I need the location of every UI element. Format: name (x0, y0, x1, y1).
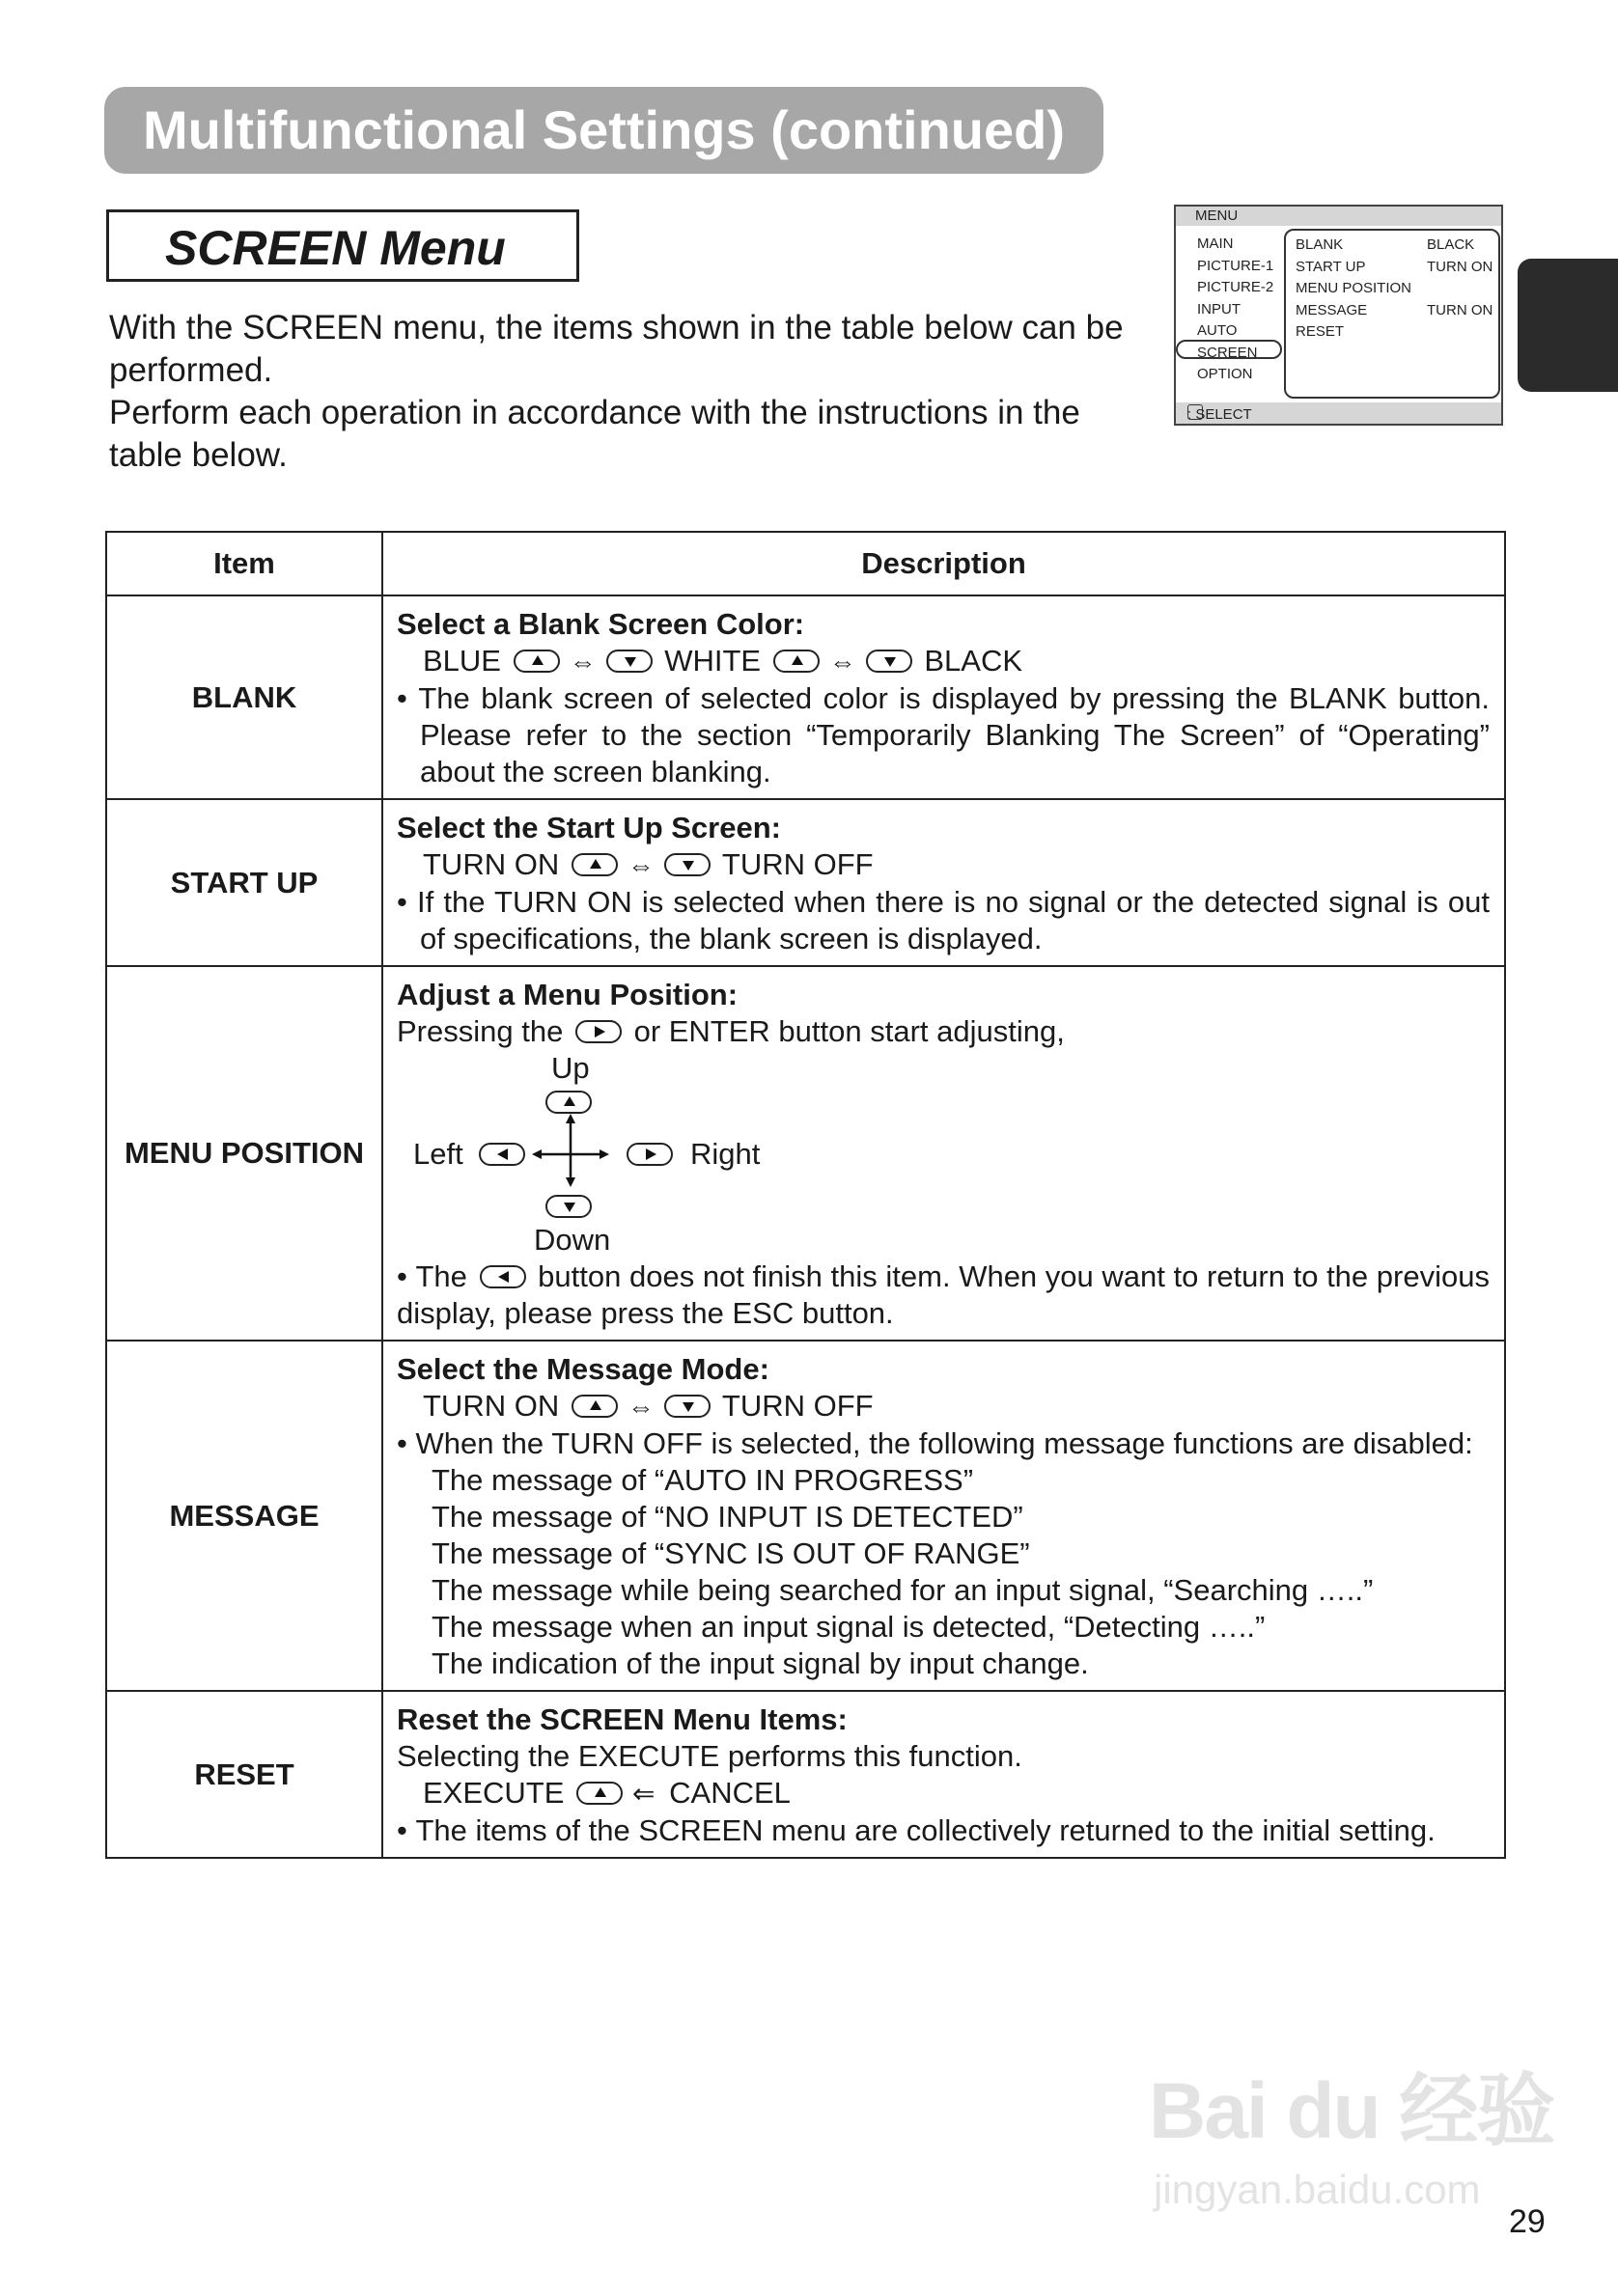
intro-text (109, 307, 1161, 477)
item-start-up: START UP (106, 799, 382, 966)
description-start-up (382, 799, 1505, 966)
left-button-icon (479, 1143, 525, 1166)
cross-arrows-icon (532, 1112, 609, 1189)
blank-option-blue: BLUE (423, 644, 501, 678)
up-button-icon (576, 1782, 623, 1805)
blank-options (397, 643, 1490, 680)
menu-position-heading: Adjust a Menu Position: (397, 978, 739, 1011)
up-button-icon (773, 650, 820, 673)
up-button-icon (572, 1395, 618, 1418)
intro-paragraph-2: Perform each operation in accordance with the instructions in the table below. (109, 394, 1080, 474)
up-button-icon (514, 650, 560, 673)
osd-submenu-value (1427, 321, 1492, 344)
double-arrow-icon: ⇔ (627, 1392, 655, 1422)
column-header-item: Item (106, 532, 382, 595)
osd-menu-item: AUTO (1197, 322, 1238, 339)
message-list-item: The indication of the input signal by input change. (432, 1646, 1089, 1680)
osd-submenu-value: TURN ON (1427, 301, 1493, 318)
column-header-description: Description (382, 532, 1505, 595)
left-button-icon (480, 1265, 526, 1288)
section-title: SCREEN Menu (165, 221, 506, 275)
osd-submenu-value: BLACK (1427, 236, 1475, 253)
start-up-note: • If the TURN ON is selected when there is no signal or the detected signal is out of specifications, the blank screen is displayed. (397, 885, 1490, 955)
up-button-icon (545, 1091, 592, 1114)
intro-paragraph-1: With the SCREEN menu, the items shown in the table below can be performed. (109, 309, 1124, 389)
double-arrow-icon: ⇔ (569, 647, 597, 677)
blank-note: • The blank screen of selected color is displayed by pressing the BLANK button. Please refer to the section “Temporarily Blanking The Screen” of “Operating” about the screen blanking. (397, 681, 1490, 788)
table-row-reset (106, 1691, 1505, 1858)
osd-menu-item: PICTURE-1 (1197, 257, 1274, 274)
reset-option-execute: EXECUTE (423, 1776, 565, 1810)
page-number: 29 (1509, 2203, 1546, 2240)
baidu-watermark-url: jingyan.baidu.com (1154, 2167, 1481, 2212)
item-blank: BLANK (106, 595, 382, 799)
menu-position-instruction: Pressing the or ENTER button start adjusting, (397, 1014, 1065, 1048)
message-list-item: The message of “SYNC IS OUT OF RANGE” (432, 1536, 1030, 1570)
blank-heading: Select a Blank Screen Color: (397, 607, 805, 641)
message-option-on: TURN ON (423, 1389, 560, 1423)
reset-note: • The items of the SCREEN menu are collectively returned to the initial setting. (397, 1813, 1436, 1847)
message-list-item: The message while being searched for an input signal, “Searching …..” (432, 1573, 1374, 1607)
direction-label-right: Right (690, 1137, 761, 1171)
osd-submenu-item: START UP (1296, 258, 1366, 275)
double-arrow-icon: ⇔ (828, 647, 856, 677)
start-up-options (397, 846, 1490, 884)
down-button-icon (545, 1195, 592, 1218)
item-message: MESSAGE (106, 1341, 382, 1691)
osd-menu-list (1197, 234, 1273, 386)
chapter-tab (1518, 259, 1618, 392)
osd-submenu-item: BLANK (1296, 236, 1344, 253)
double-arrow-icon: ⇔ (627, 850, 655, 880)
message-option-off: TURN OFF (721, 1389, 874, 1423)
direction-label-down: Down (534, 1223, 611, 1257)
left-double-arrow-icon: ⇐ (632, 1779, 656, 1809)
right-button-icon (627, 1143, 673, 1166)
screen-menu-table (105, 531, 1506, 1859)
osd-menu-item: MAIN (1197, 235, 1234, 252)
osd-menu-item: OPTION (1197, 366, 1253, 382)
osd-selection-highlight (1176, 340, 1282, 359)
osd-header-label: MENU (1195, 207, 1239, 224)
right-button-icon (575, 1020, 622, 1043)
message-options (397, 1388, 1490, 1425)
reset-instruction: Selecting the EXECUTE performs this function. (397, 1739, 1022, 1773)
down-button-icon (866, 650, 912, 673)
osd-footer (1176, 402, 1501, 424)
down-button-icon (664, 1395, 711, 1418)
osd-footer-label: : SELECT (1187, 406, 1252, 423)
reset-options (397, 1775, 1490, 1812)
message-heading: Select the Message Mode: (397, 1352, 769, 1386)
osd-menu-item-selected: SCREEN (1197, 344, 1258, 361)
baidu-watermark-logo: Bai du 经验 (1149, 2067, 1554, 2155)
section-title-box (106, 209, 579, 282)
message-list-item: The message when an input signal is detected, “Detecting …..” (432, 1610, 1266, 1644)
message-list-item: The message of “AUTO IN PROGRESS” (432, 1463, 974, 1497)
description-menu-position (382, 966, 1505, 1341)
message-note: • When the TURN OFF is selected, the following message functions are disabled: (397, 1426, 1473, 1460)
direction-label-left: Left (413, 1137, 463, 1171)
table-row-start-up (106, 799, 1505, 966)
description-reset (382, 1691, 1505, 1858)
page-header-title: Multifunctional Settings (continued) (143, 99, 1066, 160)
osd-submenu-value: TURN ON (1427, 258, 1493, 275)
osd-submenu-item: MESSAGE (1296, 301, 1368, 318)
down-button-icon (606, 650, 653, 673)
table-row-menu-position (106, 966, 1505, 1341)
item-menu-position: MENU POSITION (106, 966, 382, 1341)
table-header-row (106, 532, 1505, 595)
start-up-option-off: TURN OFF (721, 847, 874, 881)
message-list-item: The message of “NO INPUT IS DETECTED” (432, 1500, 1023, 1534)
osd-submenu-value (1427, 278, 1492, 300)
table-row-blank (106, 595, 1505, 799)
reset-option-cancel: CANCEL (669, 1776, 791, 1810)
start-up-option-on: TURN ON (423, 847, 560, 881)
blank-option-black: BLACK (924, 644, 1023, 678)
description-message (382, 1341, 1505, 1691)
osd-menu-item: PICTURE-2 (1197, 279, 1274, 295)
osd-submenu-item: MENU POSITION (1296, 280, 1412, 296)
page-header-banner (104, 87, 1103, 174)
table-row-message (106, 1341, 1505, 1691)
down-button-icon (664, 853, 711, 876)
direction-label-up: Up (551, 1051, 590, 1085)
osd-submenu-item: RESET (1296, 323, 1345, 340)
direction-diagram (397, 1050, 1490, 1259)
osd-submenu-panel (1284, 229, 1500, 399)
reset-heading: Reset the SCREEN Menu Items: (397, 1702, 848, 1736)
item-reset: RESET (106, 1691, 382, 1858)
menu-position-note: • The button does not finish this item. When you want to return to the previous display, please press the ESC button. (397, 1259, 1490, 1330)
description-blank (382, 595, 1505, 799)
osd-header (1176, 207, 1501, 226)
screen-menu-illustration (1174, 205, 1503, 426)
blank-option-white: WHITE (664, 644, 762, 678)
up-button-icon (572, 853, 618, 876)
start-up-heading: Select the Start Up Screen: (397, 811, 781, 844)
osd-menu-item: INPUT (1197, 300, 1241, 318)
